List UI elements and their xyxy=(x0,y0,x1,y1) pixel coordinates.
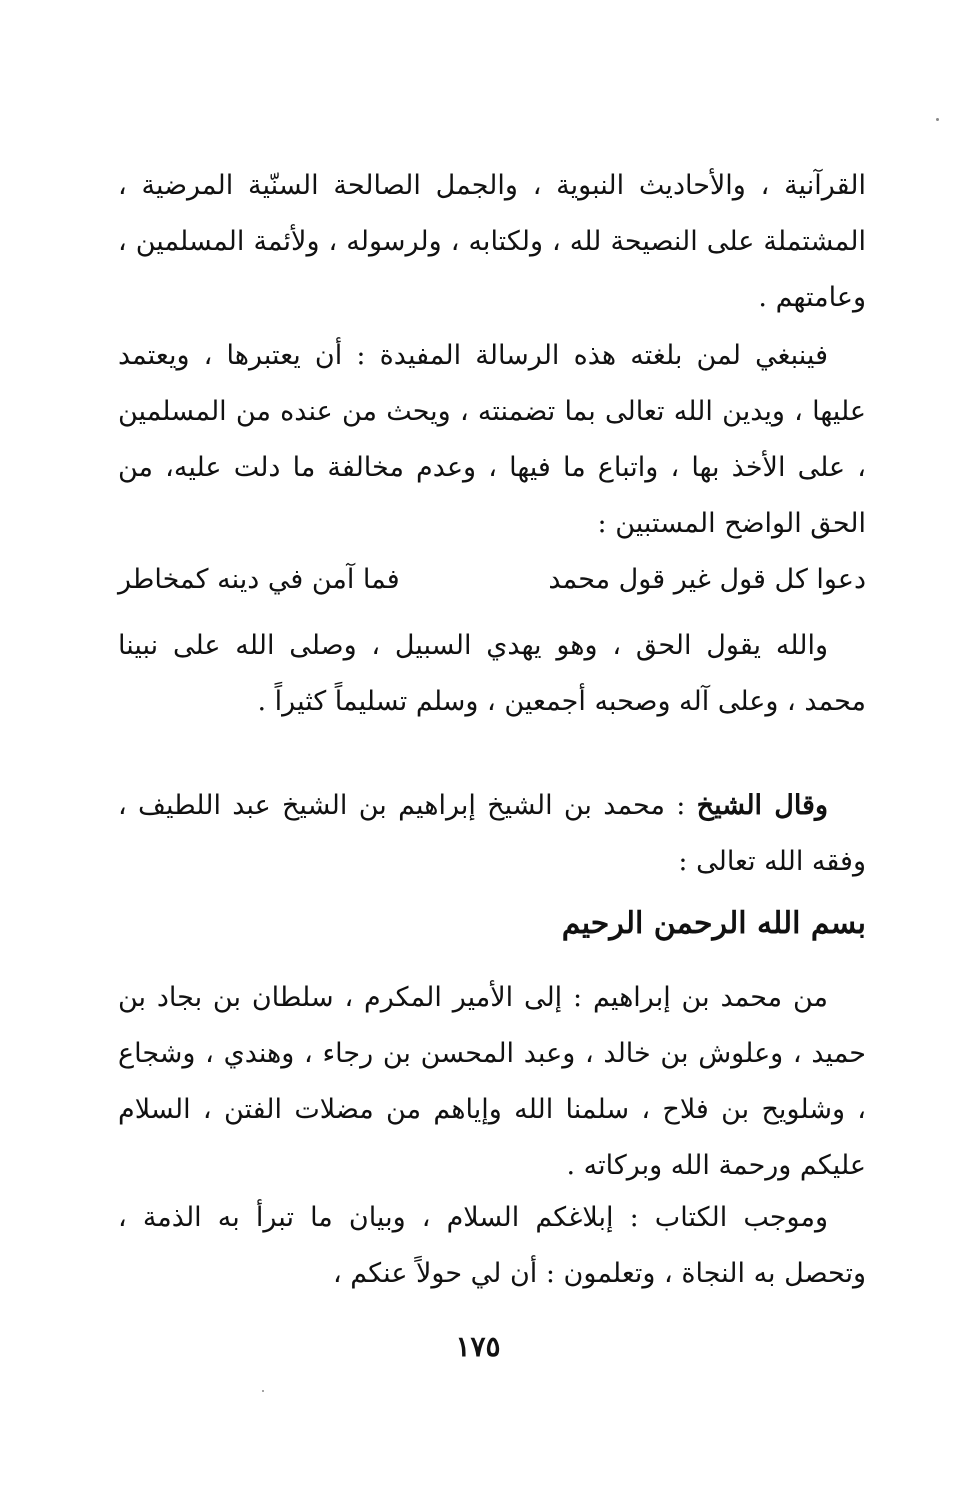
speaker-rest: : محمد بن الشيخ إبراهيم بن الشيخ عبد اللطيف ، وفقه الله تعالى : xyxy=(118,790,866,877)
scan-speck xyxy=(936,118,939,121)
speaker-lead: وقال الشيخ xyxy=(696,790,828,821)
main-text-5 xyxy=(118,970,866,1194)
paragraph-2: فينبغي لمن بلغته هذه الرسالة المفيدة : أن يعتبرها ، ويعتمد عليها ، ويدين الله تعالى بما تضمنته ، ويحث من عنده من المسلمين ، على الأخذ بها ، واتباع ما فيها ، وعدم مخالفة ما دلت عليه، من الحق الواضح المستبين : xyxy=(118,340,866,539)
paragraph-4 xyxy=(118,778,866,890)
basmala: بسم الله الرحمن الرحيم xyxy=(561,906,866,941)
verse-line xyxy=(118,552,866,608)
main-text xyxy=(118,158,866,326)
main-text-4 xyxy=(118,778,866,890)
main-text-6 xyxy=(118,1190,866,1302)
basmala-block xyxy=(118,896,866,952)
paragraph-6: وموجب الكتاب : إبلاغكم السلام ، وبيان ما تبرأ به الذمة ، وتحصل به النجاة ، وتعلمون : أن لي حولاً عنكم ، xyxy=(118,1202,866,1289)
paragraph-1: القرآنية ، والأحاديث النبوية ، والجمل الصالحة السنّية المرضية ، المشتملة على النصيحة لله ، ولكتابه ، ولرسوله ، ولأئمة المسلمين ، وعامتهم . xyxy=(118,170,866,313)
verse-first-hemistich: دعوا كل قول غير قول محمد xyxy=(548,564,866,595)
verse-second-hemistich: فما آمن في دينه كمخاطر xyxy=(118,564,400,595)
paragraph-5: من محمد بن إبراهيم : إلى الأمير المكرم ، سلطان بن بجاد بن حميد ، وعلوش بن خالد ، وعبد المحسن بن رجاء ، وهندي ، وشجاع ، وشلويح بن فلاح ، سلمنا الله وإياهم من مضلات الفتن ، السلام عليكم ورحمة الله وبركاته . xyxy=(118,982,866,1181)
paragraph-3: والله يقول الحق ، وهو يهدي السبيل ، وصلى الله على نبينا محمد ، وعلى آله وصحبه أجمعين ، وسلم تسليماً كثيراً . xyxy=(118,630,866,717)
page-number: ١٧٥ xyxy=(455,1330,501,1363)
main-text-3 xyxy=(118,618,866,730)
scan-speck xyxy=(262,1390,264,1392)
main-text-2 xyxy=(118,328,866,552)
poetry-verse xyxy=(118,552,866,608)
